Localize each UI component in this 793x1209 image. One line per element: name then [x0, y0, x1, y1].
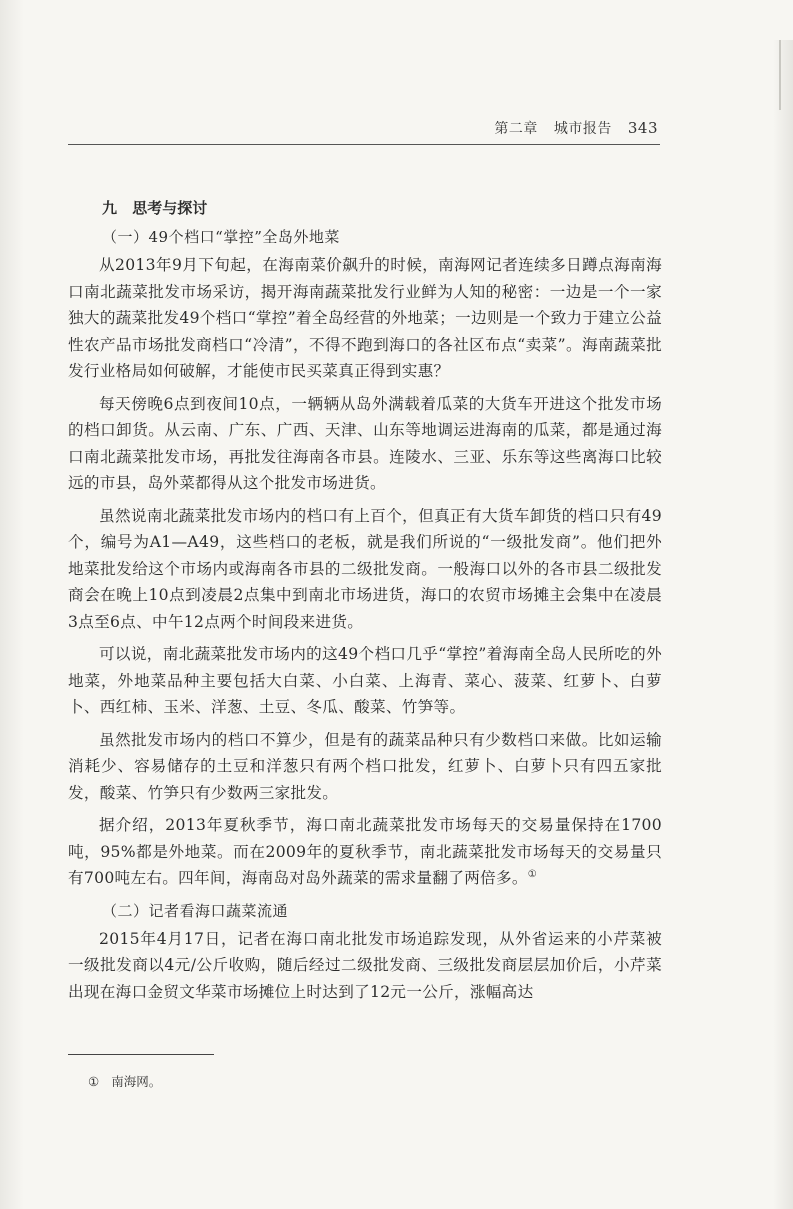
- running-header: [68, 116, 658, 140]
- page-body: [68, 196, 662, 1011]
- header-rule: [68, 144, 660, 145]
- subsection-heading: （二）记者看海口蔬菜流通: [102, 901, 289, 920]
- page-number: 343: [627, 119, 658, 137]
- header-title: 城市报告: [553, 121, 612, 137]
- scan-right-edge: [773, 40, 793, 1209]
- paragraph: 虽然批发市场内的档口不算少，但是有的蔬菜品种只有少数档口来做。比如运输消耗少、容易储存的土豆和洋葱只有两个档口批发，红萝卜、白萝卜只有四五家批发，酸菜、竹笋只有少数两三家批发。: [68, 730, 662, 802]
- paragraph-text: 据介绍，2013年夏秋季节，海口南北蔬菜批发市场每天的交易量保持在1700吨，95%都是外地菜。而在2009年的夏秋季节，南北蔬菜批发市场每天的交易量只有700吨左右。四年间，海南岛对岛外蔬菜的需求量翻了两倍多。: [68, 816, 662, 887]
- paragraph-with-footnote: [68, 812, 662, 892]
- footnote-number: ①: [88, 1074, 100, 1089]
- footnote-text: 南海网。: [111, 1074, 162, 1089]
- subsection-heading: （一）49个档口“掌控”全岛外地菜: [102, 228, 340, 246]
- paragraph: 每天傍晚6点到夜间10点，一辆辆从岛外满载着瓜菜的大货车开进这个批发市场的档口卸货。从云南、广东、广西、天津、山东等地调运进海南的瓜菜，都是通过海口南北蔬菜批发市场，再批发往海南各市县。连陵水、三亚、乐东等这些离海口比较远的市县，岛外菜都得从这个批发市场进货。: [68, 394, 662, 492]
- footnote-rule: [68, 1054, 214, 1055]
- footnote-reference[interactable]: ①: [527, 868, 538, 880]
- paragraph: 可以说，南北蔬菜批发市场内的这49个档口几乎“掌控”着海南全岛人民所吃的外地菜，外地菜品种主要包括大白菜、小白菜、上海青、菜心、菠菜、红萝卜、白萝卜、西红柿、玉米、洋葱、土豆、冬瓜、酸菜、竹笋等。: [68, 645, 662, 716]
- section-heading: [102, 196, 662, 220]
- binding-mark: [779, 40, 781, 110]
- section-title: 思考与探讨: [132, 199, 208, 217]
- section-number: 九: [102, 199, 118, 217]
- running-header-text: [494, 118, 658, 138]
- footnote: [88, 1072, 161, 1090]
- paragraph: 从2013年9月下旬起，在海南菜价飙升的时候，南海网记者连续多日蹲点海南海口南北蔬菜批发市场采访，揭开海南蔬菜批发行业鲜为人知的秘密：一边是一个一家独大的蔬菜批发49个档口“掌控”着全岛经营的外地菜；一边则是一个致力于建立公益性农产品市场批发商档口“冷清”，不得不跑到海口的各社区布点“卖菜”。海南蔬菜批发行业格局如何破解，才能使市民买菜真正得到实惠？: [68, 256, 662, 380]
- paragraph: 虽然说南北蔬菜批发市场内的档口有上百个，但真正有大货车卸货的档口只有49个，编号为A1—A49，这些档口的老板，就是我们所说的“一级批发商”。他们把外地菜批发给这个市场内或海南各市县的二级批发商。一般海口以外的各市县二级批发商会在晚上10点到凌晨2点集中到南北市场进货，海口的农贸市场摊主会集中在凌晨3点至6点、中午12点两个时间段来进货。: [68, 506, 662, 631]
- header-chapter: 第二章: [494, 121, 538, 137]
- paragraph: 2015年4月17日，记者在海口南北批发市场追踪发现，从外省运来的小芹菜被一级批发商以4元/公斤收购，随后经过二级批发商、三级批发商层层加价后，小芹菜出现在海口金贸文华菜市场摊位上时达到了12元一公斤，涨幅高达: [68, 929, 662, 1001]
- scan-left-edge: [0, 0, 24, 1209]
